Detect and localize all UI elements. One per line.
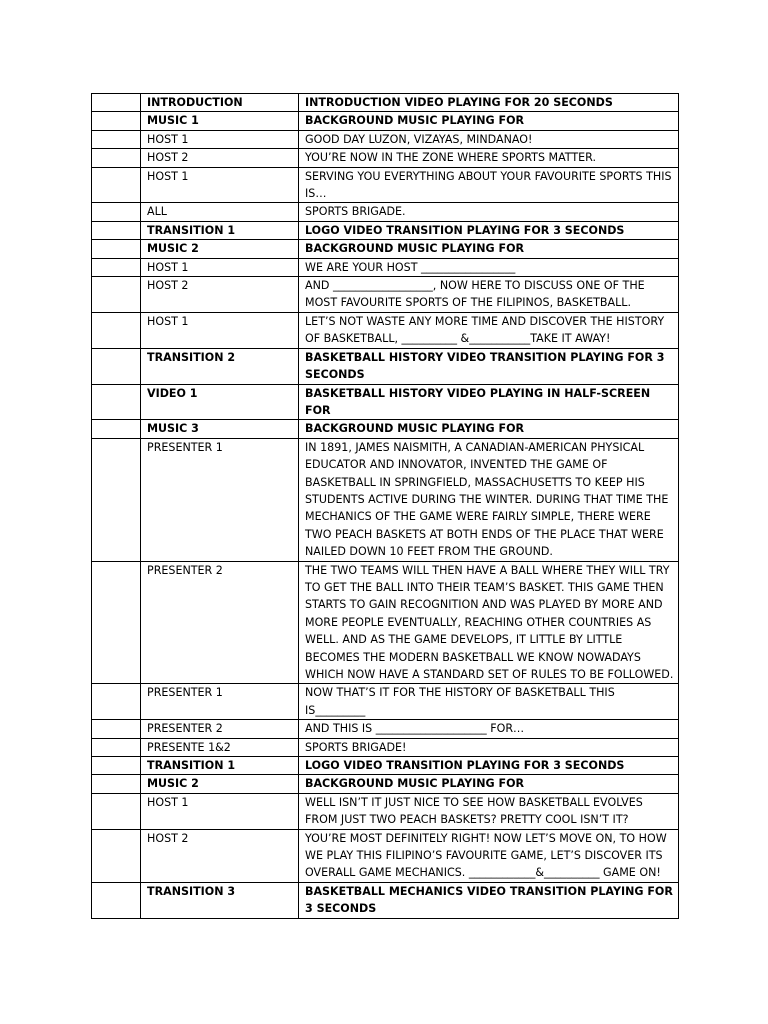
- script-row: [92, 221, 679, 239]
- script-line-cell: YOU’RE NOW IN THE ZONE WHERE SPORTS MATTER.: [299, 149, 679, 167]
- script-line-cell: SPORTS BRIGADE.: [299, 203, 679, 221]
- script-row: [92, 240, 679, 258]
- script-row: [92, 882, 679, 918]
- role-cell: PRESENTER 2: [141, 561, 299, 684]
- script-line-cell: IN 1891, JAMES NAISMITH, A CANADIAN-AMERICAN PHYSICAL EDUCATOR AND INNOVATOR, INVENTED THE GAME OF BASKETBALL IN SPRINGFIELD, MASSACHUSETTS TO KEEP HIS STUDENTS ACTIVE DURING THE WINTER. DURING THAT TIME THE MECHANICS OF THE GAME WERE FAIRLY SIMPLE, THERE WERE TWO PEACH BASKETS AT BOTH ENDS OF THE PLACE THAT WERE NAILED DOWN 10 FEET FROM THE GROUND.: [299, 438, 679, 561]
- row-number-cell: [92, 829, 141, 882]
- role-cell: HOST 1: [141, 167, 299, 203]
- script-line-cell: THE TWO TEAMS WILL THEN HAVE A BALL WHERE THEY WILL TRY TO GET THE BALL INTO THEIR TEAM’S BASKET. THIS GAME THEN STARTS TO GAIN RECOGNITION AND WAS PLAYED BY MORE AND MORE PEOPLE EVENTUALLY, REACHING OTHER COUNTRIES AS WELL. AND AS THE GAME DEVELOPS, IT LITTLE BY LITTLE BECOMES THE MODERN BASKETBALL WE KNOW NOWADAYS WHICH NOW HAVE A STANDARD SET OF RULES TO BE FOLLOWED.: [299, 561, 679, 684]
- role-cell: MUSIC 1: [141, 112, 299, 130]
- row-number-cell: [92, 438, 141, 561]
- script-table: [91, 93, 679, 919]
- script-line-cell: BACKGROUND MUSIC PLAYING FOR: [299, 775, 679, 793]
- script-row: [92, 829, 679, 882]
- role-cell: MUSIC 3: [141, 420, 299, 438]
- script-line-cell: WE ARE YOUR HOST _________________: [299, 258, 679, 276]
- script-line-cell: NOW THAT’S IT FOR THE HISTORY OF BASKETBALL THIS IS_________: [299, 684, 679, 720]
- script-row: [92, 348, 679, 384]
- row-number-cell: [92, 720, 141, 738]
- row-number-cell: [92, 420, 141, 438]
- script-line-cell: GOOD DAY LUZON, VIZAYAS, MINDANAO!: [299, 130, 679, 148]
- row-number-cell: [92, 757, 141, 775]
- script-line-cell: BASKETBALL MECHANICS VIDEO TRANSITION PLAYING FOR 3 SECONDS: [299, 882, 679, 918]
- role-cell: PRESENTER 2: [141, 720, 299, 738]
- role-cell: INTRODUCTION: [141, 94, 299, 112]
- row-number-cell: [92, 793, 141, 829]
- row-number-cell: [92, 775, 141, 793]
- role-cell: HOST 2: [141, 149, 299, 167]
- role-cell: TRANSITION 1: [141, 221, 299, 239]
- row-number-cell: [92, 112, 141, 130]
- role-cell: HOST 2: [141, 829, 299, 882]
- script-line-cell: INTRODUCTION VIDEO PLAYING FOR 20 SECONDS: [299, 94, 679, 112]
- role-cell: PRESENTER 1: [141, 438, 299, 561]
- row-number-cell: [92, 203, 141, 221]
- script-row: [92, 277, 679, 313]
- script-line-cell: SERVING YOU EVERYTHING ABOUT YOUR FAVOURITE SPORTS THIS IS…: [299, 167, 679, 203]
- script-row: [92, 738, 679, 756]
- row-number-cell: [92, 149, 141, 167]
- script-row: [92, 775, 679, 793]
- row-number-cell: [92, 384, 141, 420]
- script-line-cell: WELL ISN’T IT JUST NICE TO SEE HOW BASKETBALL EVOLVES FROM JUST TWO PEACH BASKETS? PRETTY COOL ISN’T IT?: [299, 793, 679, 829]
- script-row: [92, 149, 679, 167]
- row-number-cell: [92, 94, 141, 112]
- script-row: [92, 312, 679, 348]
- script-line-cell: LOGO VIDEO TRANSITION PLAYING FOR 3 SECONDS: [299, 221, 679, 239]
- script-row: [92, 130, 679, 148]
- row-number-cell: [92, 312, 141, 348]
- role-cell: HOST 1: [141, 130, 299, 148]
- script-line-cell: BACKGROUND MUSIC PLAYING FOR: [299, 240, 679, 258]
- row-number-cell: [92, 277, 141, 313]
- role-cell: PRESENTE 1&2: [141, 738, 299, 756]
- script-line-cell: BASKETBALL HISTORY VIDEO TRANSITION PLAYING FOR 3 SECONDS: [299, 348, 679, 384]
- role-cell: TRANSITION 2: [141, 348, 299, 384]
- role-cell: MUSIC 2: [141, 240, 299, 258]
- role-cell: HOST 1: [141, 312, 299, 348]
- script-line-cell: AND THIS IS ____________________ FOR…: [299, 720, 679, 738]
- script-row: [92, 94, 679, 112]
- script-line-cell: YOU’RE MOST DEFINITELY RIGHT! NOW LET’S MOVE ON, TO HOW WE PLAY THIS FILIPINO’S FAVOURITE GAME, LET’S DISCOVER ITS OVERALL GAME MECHANICS. ____________&__________ GAME ON!: [299, 829, 679, 882]
- role-cell: VIDEO 1: [141, 384, 299, 420]
- row-number-cell: [92, 348, 141, 384]
- script-line-cell: LET’S NOT WASTE ANY MORE TIME AND DISCOVER THE HISTORY OF BASKETBALL, __________ &___________TAKE IT AWAY!: [299, 312, 679, 348]
- row-number-cell: [92, 258, 141, 276]
- row-number-cell: [92, 221, 141, 239]
- script-row: [92, 258, 679, 276]
- script-table-body: [92, 94, 679, 919]
- script-row: [92, 384, 679, 420]
- script-row: [92, 167, 679, 203]
- script-line-cell: BACKGROUND MUSIC PLAYING FOR: [299, 420, 679, 438]
- script-row: [92, 112, 679, 130]
- row-number-cell: [92, 738, 141, 756]
- row-number-cell: [92, 561, 141, 684]
- row-number-cell: [92, 130, 141, 148]
- script-line-cell: BACKGROUND MUSIC PLAYING FOR: [299, 112, 679, 130]
- role-cell: ALL: [141, 203, 299, 221]
- row-number-cell: [92, 882, 141, 918]
- role-cell: HOST 1: [141, 258, 299, 276]
- role-cell: MUSIC 2: [141, 775, 299, 793]
- row-number-cell: [92, 240, 141, 258]
- script-row: [92, 203, 679, 221]
- role-cell: TRANSITION 3: [141, 882, 299, 918]
- script-line-cell: SPORTS BRIGADE!: [299, 738, 679, 756]
- role-cell: TRANSITION 1: [141, 757, 299, 775]
- script-row: [92, 720, 679, 738]
- row-number-cell: [92, 684, 141, 720]
- row-number-cell: [92, 167, 141, 203]
- script-row: [92, 561, 679, 684]
- role-cell: HOST 1: [141, 793, 299, 829]
- script-row: [92, 684, 679, 720]
- script-row: [92, 757, 679, 775]
- script-line-cell: LOGO VIDEO TRANSITION PLAYING FOR 3 SECONDS: [299, 757, 679, 775]
- script-row: [92, 793, 679, 829]
- script-line-cell: BASKETBALL HISTORY VIDEO PLAYING IN HALF-SCREEN FOR: [299, 384, 679, 420]
- script-row: [92, 420, 679, 438]
- role-cell: HOST 2: [141, 277, 299, 313]
- script-line-cell: AND __________________, NOW HERE TO DISCUSS ONE OF THE MOST FAVOURITE SPORTS OF THE FILIPINOS, BASKETBALL.: [299, 277, 679, 313]
- role-cell: PRESENTER 1: [141, 684, 299, 720]
- script-row: [92, 438, 679, 561]
